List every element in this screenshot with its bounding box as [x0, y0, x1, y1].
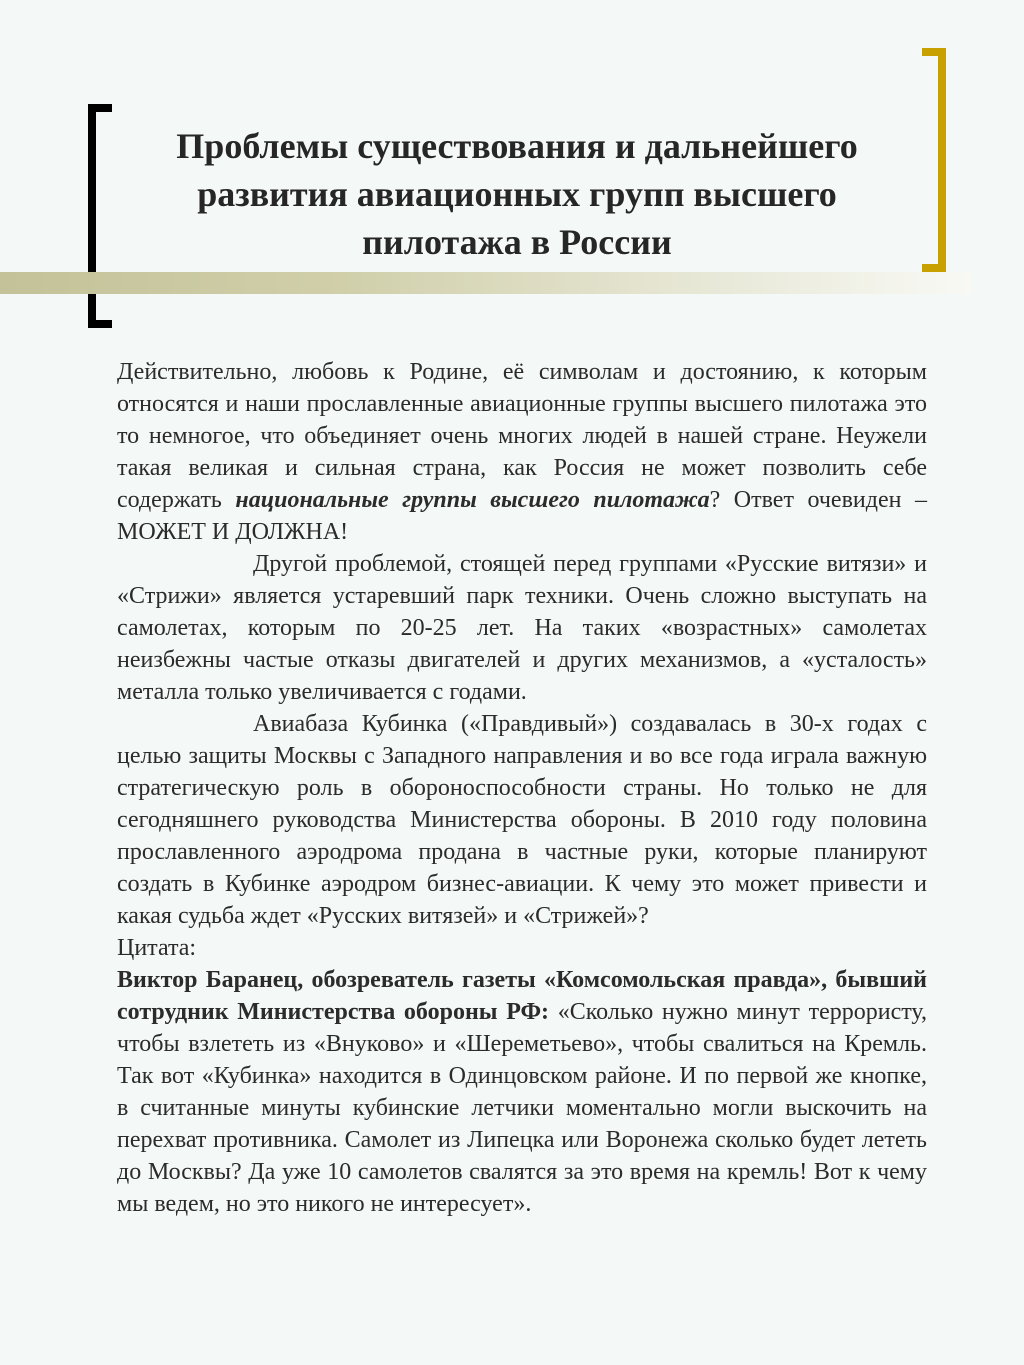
quote-author: Виктор Баранец, обозреватель газеты «Комсомольская правда», бывший сотрудник Министерства обороны РФ: — [117, 967, 927, 1025]
quote-block — [117, 964, 927, 1220]
paragraph-fleet: Другой проблемой, стоящей перед группами «Русские витязи» и «Стрижи» является устаревший парк техники. Очень сложно выступать на самолетах, которым по 20-25 лет. На таких «возрастных» самолетах неизбежны частые отказы двигателей и других механизмов, а «усталость» металла только увеличивается с годами. — [117, 551, 927, 705]
page-title: Проблемы существования и дальнейшего развития авиационных групп высшего пилотажа в России — [176, 126, 858, 262]
intro-answer: ? Ответ очевиден – МОЖЕТ И ДОЛЖНА! — [117, 487, 928, 545]
intro-emphasis: национальные группы высшего пилотажа — [235, 487, 710, 513]
intro-text: Действительно, любовь к Родине, её символам и достоянию, к которым относятся и наши прославленные авиационные группы высшего пилотажа это то немногое, что объединяет очень многих людей в нашей стране. Неужели такая великая и сильная страна, как Россия не может позволить себе содержать — [117, 359, 927, 513]
quote-label: Цитата: — [117, 935, 197, 961]
title-underline-band — [0, 272, 972, 294]
article-body — [117, 356, 927, 1220]
left-bracket-decoration — [88, 104, 112, 328]
quote-text: «Сколько нужно минут террористу, чтобы взлететь из «Внуково» и «Шереметьево», чтобы свалиться на Кремль. Так вот «Кубинка» находится в Одинцовском районе. И по первой же кнопке, в считанные минуты кубинские летчики моментально могли выскочить на перехват противника. Самолет из Липецка или Воронежа сколько будет лететь до Москвы? Да уже 10 самолетов свалятся за это время на кремль! Вот к чему мы ведем, но это никого не интересует». — [117, 999, 927, 1217]
paragraph-kubinka: Авиабаза Кубинка («Правдивый») создавалась в 30-х годах с целью защиты Москвы с Западного направления и во все года играла важную стратегическую роль в обороноспособности страны. Но только не для сегодняшнего руководства Министерства обороны. В 2010 году половина прославленного аэродрома продана в частные руки, которые планируют создать в Кубинке аэродром бизнес-авиации. К чему это может привести и какая судьба ждет «Русских витязей» и «Стрижей»? — [117, 711, 927, 929]
paragraph-intro — [117, 356, 927, 548]
right-bracket-decoration — [922, 48, 946, 272]
